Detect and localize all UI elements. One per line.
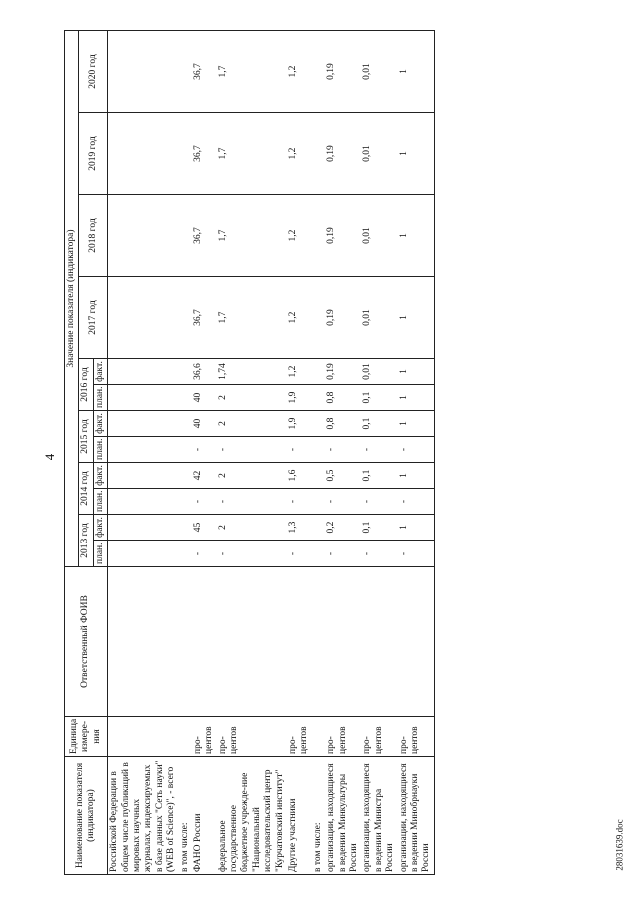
header-name: Наименование показателя (индикатора) (65, 757, 108, 875)
value-cell (312, 515, 325, 541)
value-cell (312, 195, 325, 277)
header-fact: факт. (93, 359, 107, 385)
value-cell: - (192, 437, 217, 463)
foiv-cell (217, 567, 287, 717)
table-row (179, 31, 192, 875)
value-cell (312, 411, 325, 437)
value-cell (179, 385, 192, 411)
value-cell: 2 (217, 411, 287, 437)
value-cell: 0,2 (325, 515, 361, 541)
header-fact: факт. (93, 411, 107, 437)
value-cell (108, 385, 179, 411)
value-cell: - (287, 489, 312, 515)
value-cell: 1 (398, 385, 435, 411)
table-row (312, 31, 325, 875)
value-cell: 0,8 (325, 385, 361, 411)
header-plan: план. (93, 385, 107, 411)
value-cell: - (217, 489, 287, 515)
indicator-name: Российской Федерации в общем числе публикаций в мировых научных журналах, индексируемых в базе данных "Сеть науки" (WEB of Science)", - всего (108, 757, 179, 875)
value-cell: - (361, 541, 397, 567)
header-year: 2019 год (79, 113, 108, 195)
table-row (217, 31, 287, 875)
value-cell: 45 (192, 515, 217, 541)
value-cell: 36,7 (192, 31, 217, 113)
value-cell: - (287, 541, 312, 567)
value-cell (108, 463, 179, 489)
value-cell: 0,19 (325, 195, 361, 277)
foiv-cell (312, 567, 325, 717)
value-cell: 1 (398, 359, 435, 385)
indicator-name: в том числе: (179, 757, 192, 875)
value-cell: - (325, 437, 361, 463)
value-cell: 1 (398, 113, 435, 195)
value-cell (179, 277, 192, 359)
value-cell: 0,19 (325, 31, 361, 113)
value-cell: 1 (398, 411, 435, 437)
unit-cell: про-центов (325, 717, 361, 757)
indicator-name: Другие участники (287, 757, 312, 875)
value-cell: - (398, 489, 435, 515)
value-cell: 1,74 (217, 359, 287, 385)
value-cell (179, 31, 192, 113)
value-cell: - (325, 541, 361, 567)
header-fact: факт. (93, 515, 107, 541)
header-plan: план. (93, 437, 107, 463)
foiv-cell (179, 567, 192, 717)
table-header (65, 31, 108, 875)
value-cell: 0,1 (361, 411, 397, 437)
value-cell: 2 (217, 385, 287, 411)
header-plan: план. (93, 541, 107, 567)
value-cell: 36,7 (192, 113, 217, 195)
value-cell: 0,1 (361, 463, 397, 489)
value-cell (108, 437, 179, 463)
header-unit: Единица измере-ния (65, 717, 108, 757)
value-cell: 36,7 (192, 195, 217, 277)
value-cell (179, 437, 192, 463)
file-name: 28031639.doc (614, 819, 625, 871)
page-number: 4 (42, 453, 57, 461)
value-cell (312, 463, 325, 489)
value-cell: 0,01 (361, 359, 397, 385)
value-cell: 0,19 (325, 359, 361, 385)
value-cell: 1,7 (217, 277, 287, 359)
value-cell (108, 541, 179, 567)
value-cell (312, 489, 325, 515)
value-cell: 1 (398, 515, 435, 541)
value-cell: 0,01 (361, 31, 397, 113)
value-cell: - (325, 489, 361, 515)
value-cell: 1,9 (287, 385, 312, 411)
value-cell: - (192, 541, 217, 567)
foiv-cell (108, 567, 179, 717)
value-cell: - (361, 489, 397, 515)
value-cell: 36,6 (192, 359, 217, 385)
unit-cell (179, 717, 192, 757)
value-cell: 0,19 (325, 113, 361, 195)
value-cell: 1 (398, 277, 435, 359)
value-cell (312, 385, 325, 411)
header-year: 2017 год (79, 277, 108, 359)
foiv-cell (192, 567, 217, 717)
header-foiv: Ответственный ФОИВ (65, 567, 108, 717)
indicator-name: в том числе: (312, 757, 325, 875)
value-cell: - (192, 489, 217, 515)
value-cell: 1,6 (287, 463, 312, 489)
value-cell (179, 515, 192, 541)
header-fact: факт. (93, 463, 107, 489)
value-cell: 1 (398, 463, 435, 489)
value-cell: 0,01 (361, 113, 397, 195)
value-cell: 0,01 (361, 195, 397, 277)
header-year: 2020 год (79, 31, 108, 113)
unit-cell: про-центов (192, 717, 217, 757)
value-cell (179, 463, 192, 489)
value-cell: 1,2 (287, 113, 312, 195)
value-cell (108, 359, 179, 385)
value-cell: 1,2 (287, 359, 312, 385)
header-year: 2018 год (79, 195, 108, 277)
value-cell (312, 277, 325, 359)
value-cell: 1,2 (287, 195, 312, 277)
unit-cell: про-центов (398, 717, 435, 757)
indicator-name: ФАНО России (192, 757, 217, 875)
value-cell: 0,8 (325, 411, 361, 437)
value-cell: 1,9 (287, 411, 312, 437)
value-cell: 2 (217, 463, 287, 489)
indicator-name: организации, находящиеся в ведении Минкультуры России (325, 757, 361, 875)
value-cell (179, 411, 192, 437)
table-frame (64, 30, 604, 875)
value-cell: 2 (217, 515, 287, 541)
foiv-cell (287, 567, 312, 717)
header-plan: план. (93, 489, 107, 515)
value-cell: - (398, 437, 435, 463)
value-cell: 40 (192, 411, 217, 437)
value-cell (179, 359, 192, 385)
value-cell: 0,5 (325, 463, 361, 489)
unit-cell: про-центов (217, 717, 287, 757)
table-row (108, 31, 179, 875)
value-cell: 1 (398, 195, 435, 277)
foiv-cell (361, 567, 397, 717)
value-cell: 1,7 (217, 31, 287, 113)
value-cell (312, 31, 325, 113)
header-year: 2014 год (79, 463, 93, 515)
value-cell: - (217, 437, 287, 463)
value-cell (179, 489, 192, 515)
value-cell: 42 (192, 463, 217, 489)
table-body (108, 31, 435, 875)
table-row (287, 31, 312, 875)
value-cell: - (361, 437, 397, 463)
header-year: 2013 год (79, 515, 93, 567)
header-year: 2015 год (79, 411, 93, 463)
indicators-table (64, 30, 435, 875)
table-row (361, 31, 397, 875)
value-cell: 1,7 (217, 113, 287, 195)
value-cell: 1,3 (287, 515, 312, 541)
value-cell (179, 541, 192, 567)
value-cell (312, 113, 325, 195)
value-cell (108, 277, 179, 359)
value-cell: 0,01 (361, 277, 397, 359)
value-cell (179, 195, 192, 277)
value-cell: 0,19 (325, 277, 361, 359)
value-cell (108, 113, 179, 195)
foiv-cell (325, 567, 361, 717)
indicator-name: организации, находящиеся в ведении Минобрнауки России (398, 757, 435, 875)
value-cell (108, 31, 179, 113)
indicator-name: организации, находящиеся в ведении Министра России (361, 757, 397, 875)
unit-cell (312, 717, 325, 757)
value-cell (312, 437, 325, 463)
value-cell: - (217, 541, 287, 567)
value-cell (179, 113, 192, 195)
unit-cell: про-центов (361, 717, 397, 757)
value-cell: 0,1 (361, 385, 397, 411)
value-cell: 1,2 (287, 277, 312, 359)
value-cell (108, 195, 179, 277)
value-cell: 0,1 (361, 515, 397, 541)
value-cell (108, 489, 179, 515)
value-cell: 1 (398, 31, 435, 113)
value-cell (108, 515, 179, 541)
value-cell (312, 541, 325, 567)
value-cell: - (398, 541, 435, 567)
header-value-group: Значение показателя (индикатора) (65, 31, 79, 567)
table-row (325, 31, 361, 875)
unit-cell: про-центов (287, 717, 312, 757)
table-row (192, 31, 217, 875)
header-year: 2016 год (79, 359, 93, 411)
unit-cell (108, 717, 179, 757)
value-cell: - (287, 437, 312, 463)
value-cell (108, 411, 179, 437)
foiv-cell (398, 567, 435, 717)
value-cell: 1,2 (287, 31, 312, 113)
value-cell (312, 359, 325, 385)
value-cell: 36,7 (192, 277, 217, 359)
rotated-table-container (64, 30, 604, 875)
indicator-name: федеральное государственное бюджетное учрежде-ние "Национальный исследовательский центр "Курчатовский институт" (217, 757, 287, 875)
value-cell: 40 (192, 385, 217, 411)
table-row (398, 31, 435, 875)
value-cell: 1,7 (217, 195, 287, 277)
